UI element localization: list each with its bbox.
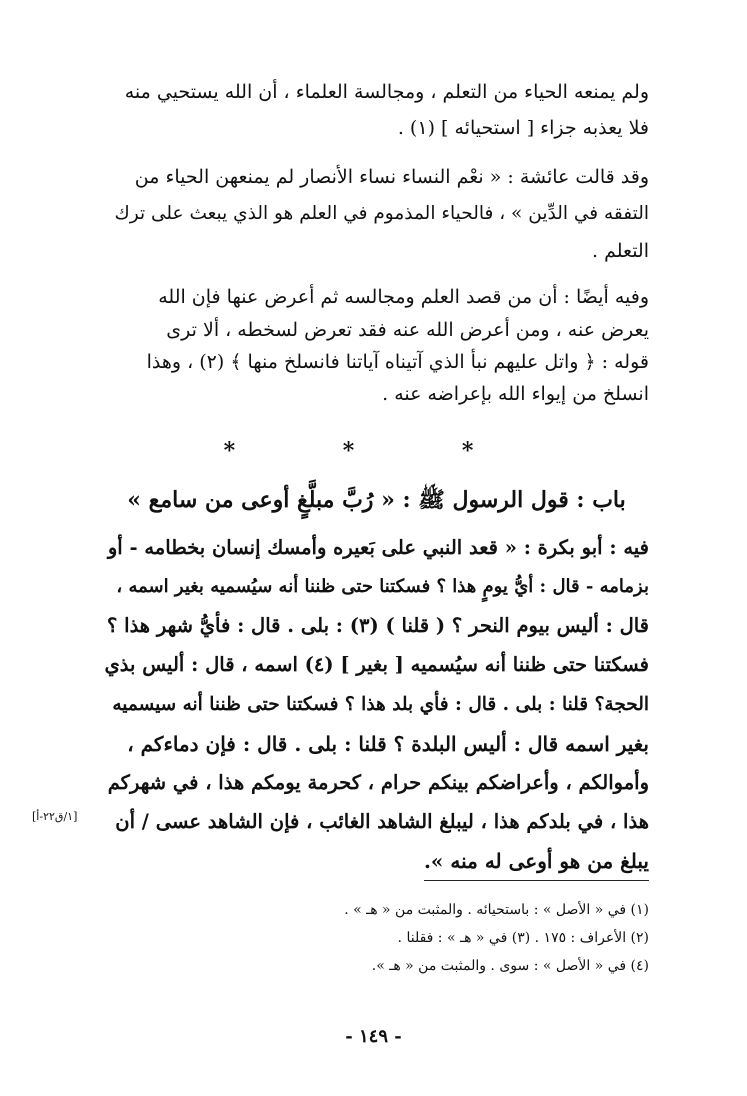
also-line-4: انسلخ من إيواء الله بإعراضه عنه . bbox=[382, 383, 649, 405]
page-number: - ١٤٩ - bbox=[345, 1026, 402, 1047]
hadith-line-3: قال : أليس بيوم النحر ؟ ( قلنا ) (٣) : بلى . قال : فأيُّ شهر هذا ؟ bbox=[107, 614, 649, 637]
hadith-line-7: وأموالكم ، وأعراضكم بينكم حرام ، كحرمة يومكم هذا ، في شهركم bbox=[107, 771, 649, 794]
aisha-line-2: التفقه في الدِّين » ، فالحياء المذموم في العلم هو الذي يبعث على ترك bbox=[114, 203, 649, 224]
hadith-line-8: هذا ، في بلدكم هذا ، ليبلغ الشاهد الغائب ، فإن الشاهد عسى / أن bbox=[115, 810, 649, 833]
footnote-2-3: (٢) الأعراف : ١٧٥ . (٣) في « هـ » : فقلنا . bbox=[397, 930, 649, 946]
manuscript-folio-ref: [١/ق٢٢-أ] bbox=[32, 810, 78, 823]
chapter-title: باب : قول الرسول ﷺ : « رُبَّ مبلَّغٍ أوعى من سامع » bbox=[127, 487, 626, 513]
hadith-line-1: فيه : أبو بكرة : « قعد النبي على بَعيره وأمسك إنسان بخطامه - أو bbox=[107, 536, 649, 559]
also-line-3: قوله : ﴿ واتل عليهم نبأ الذي آتيناه آياتنا فانسلخ منها ﴾ (٢) ، وهذا bbox=[146, 351, 649, 373]
also-line-2: يعرض عنه ، ومن أعرض الله عنه فقد تعرض لسخطه ، ألا ترى bbox=[166, 319, 649, 341]
footnote-divider bbox=[424, 880, 649, 881]
also-line-1: وفيه أيضًا : أن من قصد العلم ومجالسه ثم أعرض عنها فإن الله bbox=[158, 286, 649, 308]
intro-line-2: فلا يعذبه جزاء [ استحيائه ] (١) . bbox=[397, 117, 649, 139]
intro-line-1: ولم يمنعه الحياء من التعلم ، ومجالسة العلماء ، أن الله يستحيي منه bbox=[124, 81, 649, 103]
aisha-line-1: وقد قالت عائشة : « نعْم النساء نساء الأنصار لم يمنعهن الحياء من bbox=[134, 166, 649, 188]
hadith-line-2: بزمامه - قال : أيُّ يومٍ هذا ؟ فسكتنا حتى ظننا أنه سيُسميه بغير اسمه ، bbox=[116, 576, 649, 597]
footnote-4: (٤) في « الأصل » : سوى . والمثبت من « هـ ». bbox=[371, 958, 649, 974]
section-separator: * * * bbox=[223, 438, 524, 464]
aisha-line-3: التعلم . bbox=[592, 240, 649, 262]
hadith-line-4: فسكتنا حتى ظننا أنه سيُسميه [ بغير ] (٤) اسمه ، قال : أليس بذي bbox=[104, 653, 649, 676]
hadith-line-6: بغير اسمه قال : أليس البلدة ؟ قلنا : بلى . قال : فإن دماءكم ، bbox=[127, 732, 649, 756]
hadith-line-9: يبلغ من هو أوعى له منه ». bbox=[423, 849, 649, 873]
hadith-line-5: الحجة؟ قلنا : بلى . قال : فأي بلد هذا ؟ فسكتنا حتى ظننا أنه سيسميه bbox=[112, 694, 649, 715]
footnote-1: (١) في « الأصل » : باستحيائه . والمثبت من « هـ » . bbox=[344, 902, 649, 918]
